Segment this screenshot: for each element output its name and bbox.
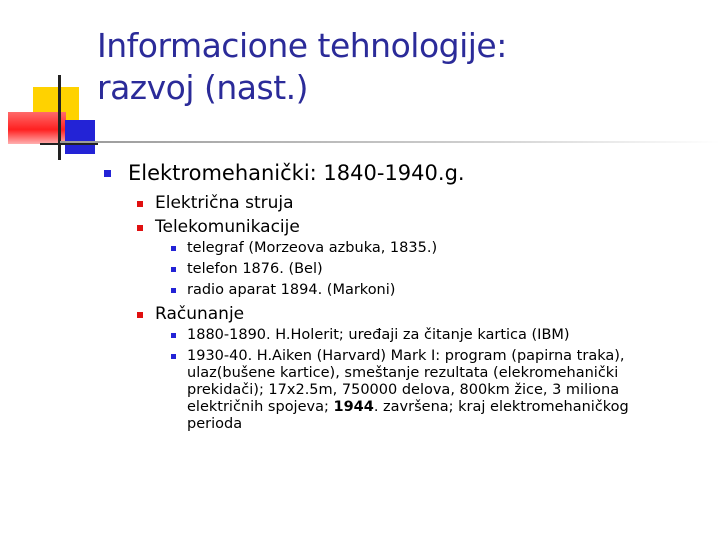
bullet-item-level1 (104, 160, 704, 186)
bullet-text: 1930-40. H.Aiken (Harvard) Mark I: program (papirna traka), ulaz(bušene kartice), smeštanje rezultata (elekromehanički prekidači); 17x2.5m, 750000 delova, 800km žice, 3 miliona električnih spojeva; (187, 348, 625, 415)
bullet-text: Električna struja (155, 193, 294, 213)
bullet-item-level3 (171, 282, 677, 299)
bullet-text: Elektromehanički: 1840-1940.g. (128, 161, 465, 185)
bullet-item-level2 (137, 216, 704, 238)
bullet-text: radio aparat 1894. (Markoni) (187, 282, 396, 298)
bullet-text: telefon 1876. (Bel) (187, 261, 323, 277)
bullet-item-level2 (137, 303, 704, 325)
bullet-text-bold-year: 1944 (333, 399, 374, 415)
bullet-item-level3 (171, 348, 677, 433)
slide-title-line2: razvoj (nast.) (97, 68, 308, 107)
square-bullet-icon (137, 225, 143, 231)
square-bullet-icon (171, 333, 176, 338)
bullet-text: telegraf (Morzeova azbuka, 1835.) (187, 240, 438, 256)
bullet-text: Računanje (155, 304, 245, 324)
slide-logo-decoration (0, 0, 100, 170)
logo-vertical-line (58, 75, 61, 160)
bullet-item-level3 (171, 261, 677, 278)
bullet-item-level3 (171, 327, 677, 344)
slide-title-line1: Informacione tehnologije: (97, 26, 507, 65)
square-bullet-icon (104, 170, 111, 177)
square-bullet-icon (137, 312, 143, 318)
bullet-text-tail: . završena; kraj elektromehaničkog perioda (187, 399, 629, 432)
bullet-text: Telekomunikacije (155, 217, 300, 237)
logo-horizontal-line (40, 143, 98, 145)
slide-content (104, 160, 704, 437)
slide-title (97, 25, 697, 109)
logo-blue-square (65, 120, 95, 154)
square-bullet-icon (171, 354, 176, 359)
square-bullet-icon (171, 267, 176, 272)
bullet-item-level3 (171, 240, 677, 257)
square-bullet-icon (171, 246, 176, 251)
square-bullet-icon (171, 288, 176, 293)
bullet-text: 1880-1890. H.Holerit; uređaji za čitanje kartica (IBM) (187, 327, 570, 343)
bullet-item-level2 (137, 192, 704, 214)
square-bullet-icon (137, 201, 143, 207)
title-underline (60, 141, 720, 143)
